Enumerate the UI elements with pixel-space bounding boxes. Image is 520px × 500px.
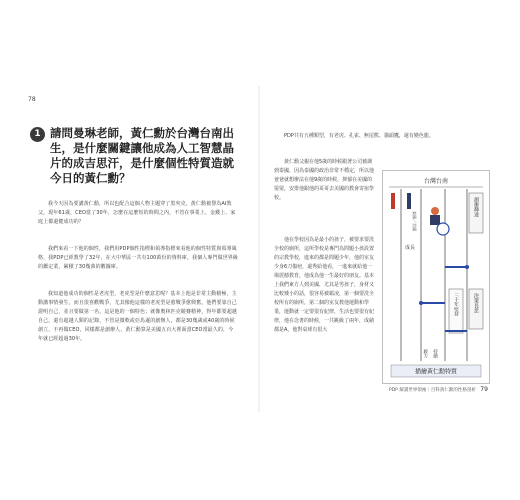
book-gutter [258, 86, 260, 412]
intro-paragraph [274, 132, 486, 141]
diagram-right-label-1: 創辦輝達 [473, 197, 479, 217]
trait-diagram [382, 170, 490, 384]
page-number-right: 79 [480, 386, 488, 393]
blue-dot-1 [465, 265, 469, 269]
page-number-left: 78 [28, 96, 36, 103]
paragraph-1 [38, 200, 238, 227]
paragraph-text: 我今天因為要講黃仁勳，所以也配合這個人物主題穿了黑夾克，黃仁勳被譽為AI教父，現年61歲，CEO當了30年，怎麼在這麼短的時間之內，不管在事業上、金錢上、家庭上都還健成功的？ [38, 201, 236, 225]
right-paragraph-2 [274, 236, 374, 335]
footer-text: PDP 解讀世界領袖｜百科黃仁勳的性格剖析 [389, 388, 476, 393]
diagram-side-label-top: 泰國／美國 [412, 211, 417, 231]
paragraph-3 [38, 290, 238, 344]
left-page [28, 86, 244, 412]
red-marker [391, 193, 395, 209]
diagram-right-label-2: 決策長思 [473, 293, 479, 313]
paragraph-text: 黃仁勳父親在他5歲的時候跟著公司被調到泰國，因為泰國的政治非常不穩定，所以他爸爸就想辦法在他9歲的時候，抑郁在美國的舅舅，安排他跟他的哥哥去美國的教會寄宿學校。 [274, 159, 375, 201]
figure-body-icon [430, 215, 440, 225]
question-title: 請問曼琳老師，黃仁勳於台灣台南出生，是什麼關鍵讓他成為人工智慧晶片的成吉思汗，是什麼個性特質造就今日的黃仁勳？ [50, 126, 234, 185]
page-footer [389, 386, 488, 393]
blue-dot-2 [419, 301, 423, 305]
diagram-bottom-tag-2: 持續 [432, 349, 438, 359]
diagram-mid-label: 成長 [405, 245, 416, 251]
figure-ring-icon [437, 223, 449, 235]
trait-diagram-svg [383, 171, 489, 383]
diagram-top-label: 台灣台南 [423, 178, 449, 185]
figure-head-icon [431, 207, 439, 215]
diagram-bottom-label: 描繪黃仁勳特質 [414, 368, 458, 376]
question-number-badge: 1 [30, 127, 45, 142]
paragraph-2 [38, 245, 238, 272]
intro-text: PDP共有五種類型，有老虎、孔雀、無尾熊、貓頭鷹，還有變色龍。 [284, 133, 434, 139]
right-paragraph-1 [274, 158, 374, 203]
paragraph-text: 我們來看一下他的個性，我們用PDP個性指標和領導指標來看他的個性特質與領導風格，我PDP已經教學了32年，在大中華區一共有100萬份的資料庫，我個人專門做世界級的鑑定業，累積了30幾萬的數據庫。 [38, 246, 238, 270]
right-page [274, 86, 490, 412]
paragraph-text: 他在學校因為是最小的孩子，被要求要洗全校的廁所，這所學校是專門為問題小孩設置的宗教學校，進來的都是問題少年，他的室友少身6刀傷疤，還秀給他看，一進來就給他一場震撼教育，他成為他一生最好的朋友。基本上我們東方人到美國，尤其是男孩子，身材又比較矮小的話，很容易被霸凌，第一個要洗全校所有的廁所，第二個的室友教他運動和學業，運動就一定要很有紀律，生活也要很有紀律，他在念書的時候，一共跳級了兩年，成績都是A，他對桌球有很大 [274, 237, 375, 333]
diagram-bottom-tag-1: 毅力 [422, 349, 428, 359]
question-heading [30, 126, 242, 186]
paragraph-text: 我知道他成功的個性是老虎型，老虎型是什麼意思呢？基本上他是非常主動積極，主動講事情發生，而且很喜歡戰爭，尤其像他這樣的老虎型是愈戰爭愈興奮，他們要靠自己證明自己，並且要做第一名，這是他的一個特色；就像奧林匹克競賽精神，得年都要超越自己，還有超越人類的記錄，不管是微軟或亞馬遜的創辦人，都是30幾歲或40歲的時候創立，不再做CEO，同樣都是創辦人，黃仁勳算是美國五百大裡面當CEO當最久的，今年就已經超過30年。 [38, 291, 237, 342]
navy-marker [407, 193, 411, 209]
diagram-right-label-3: 三十年堅持 [453, 293, 459, 316]
